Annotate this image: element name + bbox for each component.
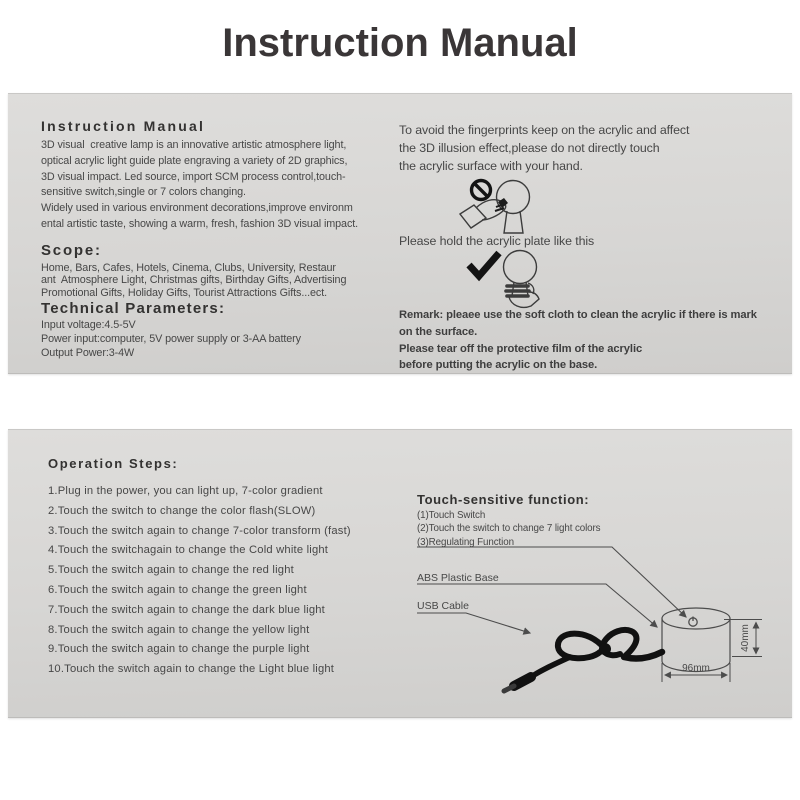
height-dimension-label: 40mm bbox=[740, 624, 751, 652]
warning-line: the acrylic surface with your hand. bbox=[399, 159, 583, 173]
scope-line: Promotional Gifts, Holiday Gifts, Tourist Attractions Gifts...ect. bbox=[41, 286, 328, 299]
gripping-fingers-icon bbox=[506, 286, 529, 296]
step-item: 7.Touch the switch again to change the dark blue light bbox=[48, 603, 325, 616]
bottom-panel bbox=[8, 429, 792, 718]
warning-line: the 3D illusion effect,please do not directly touch bbox=[399, 141, 660, 155]
step-item: 6.Touch the switch again to change the green light bbox=[48, 583, 307, 596]
hold-plate-illustration bbox=[455, 249, 555, 311]
acrylic-plate-icon bbox=[504, 251, 537, 284]
checkmark-icon bbox=[469, 253, 499, 276]
step-item: 5.Touch the switch again to change the red light bbox=[48, 564, 294, 577]
abs-plastic-base-label: ABS Plastic Base bbox=[417, 572, 499, 584]
tech-line: Output Power:3-4W bbox=[41, 346, 135, 359]
intro-line: sensitive switch,single or 7 colors changing. bbox=[41, 186, 246, 199]
top-panel bbox=[8, 93, 792, 374]
remark-line: Remark: pleaee use the soft cloth to clean the acrylic if there is mark bbox=[399, 309, 757, 321]
scope-line: ant Atmosphere Light, Christmas gifts, Birthday Gifts, Advertising bbox=[41, 274, 347, 287]
tech-line: Power input:computer, 5V power supply or 3-AA battery bbox=[41, 332, 301, 345]
power-button-icon bbox=[689, 617, 697, 627]
section-heading-technical-parameters: Technical Parameters: bbox=[41, 300, 226, 317]
step-item: 8.Touch the switch again to change the yellow light bbox=[48, 623, 310, 636]
do-not-touch-illustration bbox=[455, 176, 555, 241]
base-cylinder bbox=[662, 608, 730, 672]
touch-item: (2)Touch the switch to change 7 light colors bbox=[417, 523, 601, 535]
leader-regulating-function bbox=[417, 547, 686, 617]
intro-line: 3D visual impact. Led source, import SCM process control,touch- bbox=[41, 170, 346, 183]
section-heading-instruction-manual: Instruction Manual bbox=[41, 118, 206, 134]
intro-line: ental artistic taste, showing a warm, fresh, fashion 3D visual impact. bbox=[41, 217, 359, 230]
section-heading-operation-steps: Operation Steps: bbox=[48, 456, 179, 471]
step-item: 4.Touch the switchagain to change the Cold white light bbox=[48, 544, 329, 557]
leader-usb-cable bbox=[417, 613, 530, 633]
usb-cable-label: USB Cable bbox=[417, 600, 469, 612]
technical-parameters-list bbox=[41, 319, 301, 360]
section-heading-touch-sensitive: Touch-sensitive function: bbox=[417, 492, 590, 507]
intro-line: optical acrylic light guide plate engraving a variety of 2D graphics, bbox=[41, 154, 348, 167]
intro-paragraph bbox=[41, 138, 358, 233]
tech-line: Input voltage:4.5-5V bbox=[41, 319, 136, 331]
step-item: 10.Touch the switch again to change the Light blue light bbox=[48, 663, 335, 676]
scope-line: Home, Bars, Cafes, Hotels, Cinema, Clubs, University, Restaur bbox=[41, 262, 336, 274]
step-item: 3.Touch the switch again to change 7-color transform (fast) bbox=[48, 524, 351, 537]
touch-item: (3)Regulating Function bbox=[417, 536, 514, 548]
acrylic-plate-neck bbox=[504, 211, 523, 233]
leader-abs-base bbox=[417, 584, 657, 627]
page-title: Instruction Manual bbox=[222, 21, 578, 65]
intro-line: 3D visual creative lamp is an innovative artistic atmosphere light, bbox=[41, 139, 347, 151]
width-dimension-label: 96mm bbox=[682, 663, 710, 674]
intro-line: Widely used in various environment decorations,improve environm bbox=[41, 202, 353, 215]
section-heading-scope: Scope: bbox=[41, 242, 102, 259]
remark-line: before putting the acrylic on the base. bbox=[399, 359, 598, 372]
step-item: 2.Touch the switch to change the color flash(SLOW) bbox=[48, 504, 316, 517]
base-diagram bbox=[8, 430, 792, 717]
remark-paragraph bbox=[399, 307, 757, 374]
remark-line: Please tear off the protective film of the acrylic bbox=[399, 342, 643, 355]
warning-line: To avoid the fingerprints keep on the acrylic and affect bbox=[399, 123, 690, 137]
scope-paragraph bbox=[41, 262, 346, 299]
hand-sleeve bbox=[460, 205, 486, 228]
prohibition-bar bbox=[474, 183, 488, 197]
fingerprint-warning-paragraph bbox=[399, 121, 689, 175]
step-item: 9.Touch the switch again to change the purple light bbox=[48, 643, 310, 656]
touch-item: (1)Touch Switch bbox=[417, 510, 486, 521]
step-item: 1.Plug in the power, you can light up, 7-color gradient bbox=[48, 485, 323, 497]
hold-plate-caption: Please hold the acrylic plate like this bbox=[399, 234, 595, 248]
remark-line: on the surface. bbox=[399, 325, 478, 338]
usb-cable-drawing bbox=[504, 630, 662, 691]
